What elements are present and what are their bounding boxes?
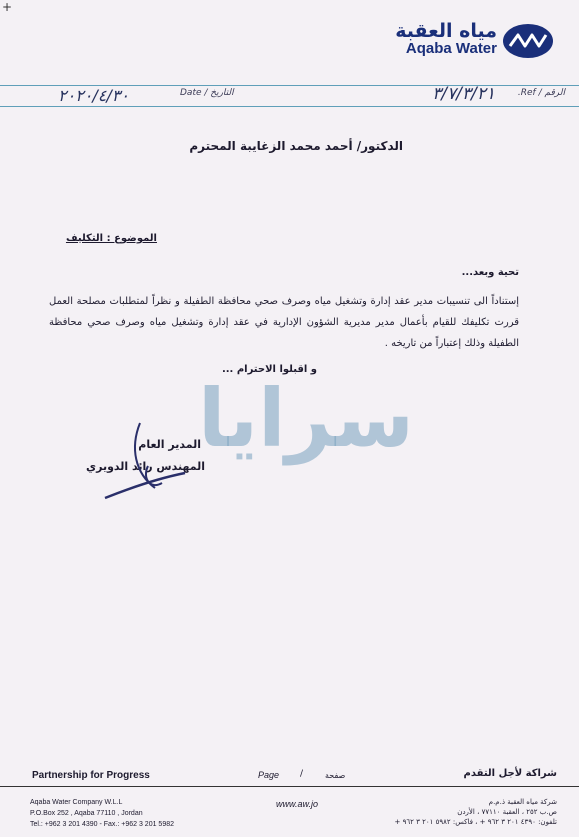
page-slash: / <box>300 769 304 779</box>
page-label: Page <box>258 770 280 780</box>
logo-english-text: Aqaba Water <box>405 40 497 57</box>
header-rule-bottom <box>0 106 579 107</box>
date-value: ٢٠٢٠/٤/٣٠ <box>58 86 129 105</box>
company-address-english <box>30 797 174 830</box>
tagline-arabic: شراكة لأجل التقدم <box>463 768 557 779</box>
company-address-line: Tel.: +962 3 201 4390 - Fax.: +962 3 201 5982 <box>30 821 174 828</box>
page-label-arabic: صفحة <box>325 771 346 780</box>
date-label: التاريخ / Date <box>180 88 234 98</box>
subject-line: الموضوع : التكليف <box>65 233 157 244</box>
addressee: الدكتور/ أحمد محمد الزغايبة المحترم <box>189 139 403 153</box>
company-address-line: ص.ب ٢٥٢ ، العقبة ٧٧١١٠ ، الأردن <box>457 808 557 816</box>
ref-value: ٣/٧/٣/٢١ <box>432 84 495 104</box>
signatory-name: المهندس رائد الدويري <box>86 460 205 473</box>
company-address-line: P.O.Box 252 , Aqaba 77110 , Jordan <box>30 810 143 817</box>
aw-logo-icon <box>501 22 555 60</box>
logo-arabic-text: مياه العقبة <box>395 20 497 42</box>
body-paragraph: إستناداً الى تنسيبات مدير عقد إدارة وتشغيل مياه وصرف صحي محافظة الطفيلة و نظراً لمتطلبات مصلحة العمل قررت تكليفك للقيام بأعمال مدير مديرية الشؤون الإدارية في عقد إدارة وتشغيل مياه وصرف صحي محافظة الطفيلة وذلك إعتباراً من تاريخه . <box>49 296 519 349</box>
company-address-line: Aqaba Water Company W.L.L <box>30 799 123 806</box>
company-address-arabic <box>394 797 557 827</box>
corner-mark: + <box>2 0 13 14</box>
signatory-title: المدير العام <box>138 438 201 451</box>
watermark-text: سرايا <box>198 372 414 465</box>
footer-rule <box>0 786 579 787</box>
company-address-line: شركة مياه العقبة ذ.م.م <box>488 798 557 806</box>
website-link[interactable]: www.aw.jo <box>276 799 319 809</box>
handwritten-signature <box>100 418 200 508</box>
greeting: تحية وبعد... <box>461 267 519 278</box>
closing-line: و اقبلوا الاحترام ... <box>221 364 317 375</box>
company-address-line: تلفون: ٤٣٩٠ ٢٠١ ٣ ٩٦٢ + ، فاكس: ٥٩٨٢ ٢٠١ ٣ ٩٦٢ + <box>394 818 557 826</box>
tagline-english: Partnership for Progress <box>32 770 150 781</box>
ref-label: الرقم / Ref. <box>517 88 565 98</box>
